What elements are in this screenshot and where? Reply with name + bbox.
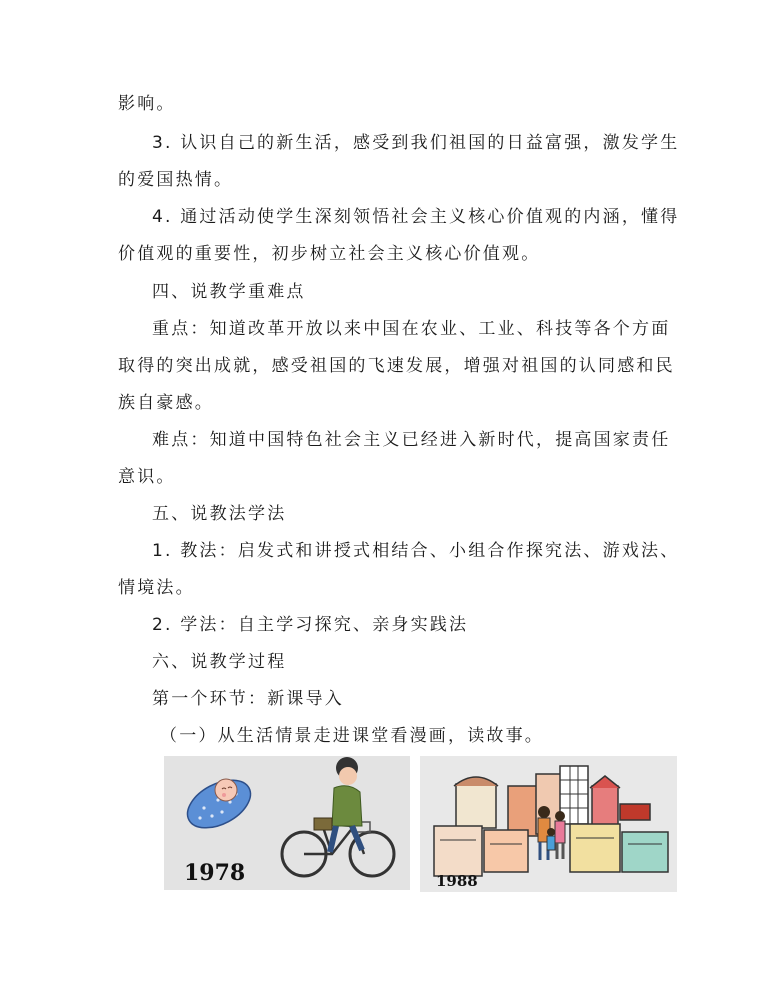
text-line: 重点：知道改革开放以来中国在农业、工业、科技等各个方面: [152, 319, 671, 339]
baby-figure: [180, 770, 259, 837]
section-heading: 五、说教法学法: [152, 504, 287, 524]
text-line: 难点：知道中国特色社会主义已经进入新时代，提高国家责任: [152, 430, 671, 450]
town-buildings: [434, 766, 668, 876]
text-line: （一）从生活情景走进课堂看漫画，读故事。: [160, 726, 544, 746]
text-line: 3. 认识自己的新生活，感受到我们祖国的日益富强，激发学生: [152, 133, 680, 153]
text-line: 取得的突出成就，感受祖国的飞速发展，增强对祖国的认同感和民: [118, 356, 675, 376]
year-label-1988: 1988: [436, 872, 478, 890]
text-line: 1. 教法：启发式和讲授式相结合、小组合作探究法、游戏法、: [152, 541, 680, 561]
text-line: 意识。: [118, 467, 176, 487]
cartoon-1978-image: [164, 756, 410, 890]
text-line: 情境法。: [118, 578, 195, 598]
cartoon-1988-image: [420, 756, 677, 892]
text-line: 影响。: [118, 94, 176, 114]
text-line: 2. 学法：自主学习探究、亲身实践法: [152, 615, 469, 635]
text-line: 第一个环节：新课导入: [152, 689, 344, 709]
text-line: 族自豪感。: [118, 393, 214, 413]
section-heading: 四、说教学重难点: [152, 282, 306, 302]
year-label-1978: 1978: [184, 860, 246, 886]
cyclist-figure: [282, 757, 394, 876]
text-line: 价值观的重要性，初步树立社会主义核心价值观。: [118, 244, 541, 264]
text-line: 的爱国热情。: [118, 170, 234, 190]
section-heading: 六、说教学过程: [152, 652, 287, 672]
text-line: 4. 通过活动使学生深刻领悟社会主义核心价值观的内涵，懂得: [152, 207, 680, 227]
